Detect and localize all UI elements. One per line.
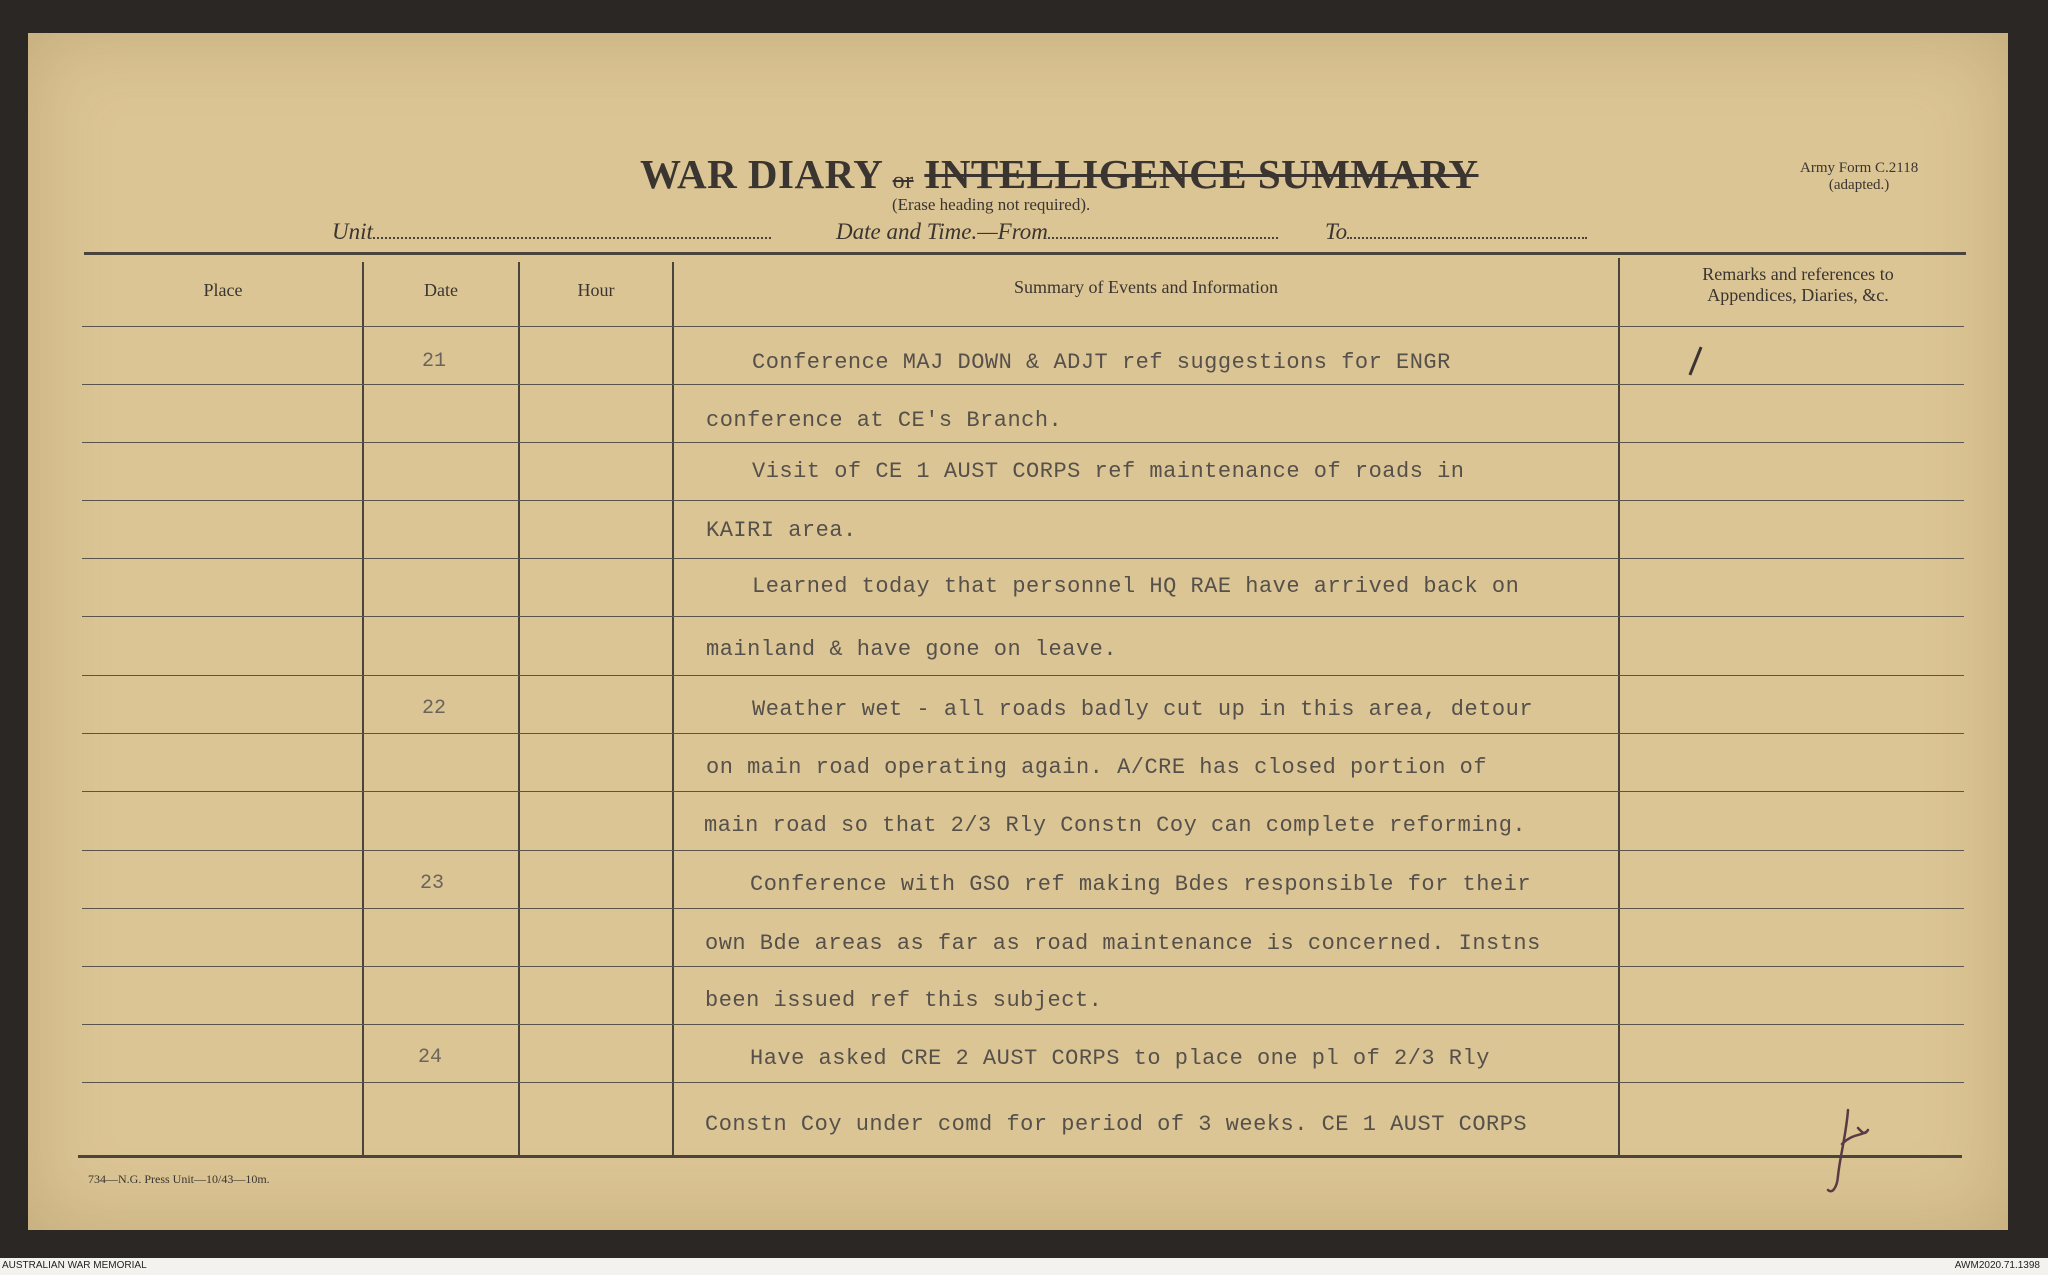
row-rule <box>82 966 1964 967</box>
header-date: Date <box>424 280 458 300</box>
table-bottom-rule <box>78 1155 1962 1158</box>
row-rule <box>82 326 1964 327</box>
row-rule <box>82 500 1964 501</box>
erase-note: (Erase heading not required). <box>892 195 1091 214</box>
row-rule <box>82 733 1964 734</box>
row-rule <box>82 442 1964 443</box>
entry-line: Weather wet - all roads badly cut up in this area, detour <box>752 697 1534 722</box>
entry-line: main road so that 2/3 Rly Constn Coy can complete reforming. <box>704 813 1527 838</box>
entry-line: KAIRI area. <box>706 518 857 543</box>
row-rule <box>82 384 1964 385</box>
printer-imprint: 734—N.G. Press Unit—10/43—10m. <box>88 1172 270 1186</box>
row-rule <box>82 850 1964 851</box>
entry-line: mainland & have gone on leave. <box>706 637 1118 662</box>
unit-field: Unit <box>332 219 771 245</box>
archive-name: AUSTRALIAN WAR MEMORIAL <box>2 1260 147 1271</box>
army-form-label: Army Form C.2118 (adapted.) <box>1800 160 1919 193</box>
entry-line: Conference with GSO ref making Bdes responsible for their <box>750 872 1532 897</box>
date-24: 24 <box>418 1046 443 1069</box>
column-divider-date <box>362 262 364 1157</box>
header-hour: Hour <box>577 280 615 300</box>
row-rule <box>82 1024 1964 1025</box>
row-rule <box>82 675 1964 676</box>
row-rule <box>82 791 1964 792</box>
to-field: To <box>1325 219 1587 245</box>
column-divider-hour <box>518 262 520 1157</box>
handwritten-initial <box>1818 1106 1878 1196</box>
entry-line: on main road operating again. A/CRE has closed portion of <box>706 755 1488 780</box>
table-top-rule <box>84 252 1966 255</box>
row-rule <box>82 1082 1964 1083</box>
entry-line: Learned today that personnel HQ RAE have arrived back on <box>752 574 1520 599</box>
row-rule <box>82 908 1964 909</box>
row-rule <box>82 558 1964 559</box>
date-time-field: Date and Time.—From <box>836 219 1278 245</box>
entry-line: own Bde areas as far as road maintenance is concerned. Instns <box>705 931 1541 956</box>
archive-reference: AWM2020.71.1398 <box>1954 1260 2040 1271</box>
archive-strip <box>0 1258 2048 1275</box>
row-rule <box>82 616 1964 617</box>
entry-line: conference at CE's Branch. <box>706 408 1063 433</box>
header-summary: Summary of Events and Information <box>1014 277 1278 297</box>
header-place: Place <box>203 280 243 300</box>
entry-line: Conference MAJ DOWN & ADJT ref suggestions for ENGR <box>752 350 1451 375</box>
date-21: 21 <box>422 350 447 373</box>
column-divider-remarks <box>1618 258 1620 1157</box>
entry-line: been issued ref this subject. <box>705 988 1103 1013</box>
column-divider-summary <box>672 262 674 1157</box>
page-title: WAR DIARY or INTELLIGENCE SUMMARY <box>640 151 1479 197</box>
entry-line: Constn Coy under comd for period of 3 weeks. CE 1 AUST CORPS <box>705 1112 1528 1137</box>
date-23: 23 <box>420 872 445 895</box>
date-22: 22 <box>422 697 447 720</box>
entry-line: Visit of CE 1 AUST CORPS ref maintenance of roads in <box>752 459 1465 484</box>
entry-line: Have asked CRE 2 AUST CORPS to place one pl of 2/3 Rly <box>750 1046 1490 1071</box>
header-remarks: Remarks and references to Appendices, Diaries, &c. <box>1702 264 1894 305</box>
